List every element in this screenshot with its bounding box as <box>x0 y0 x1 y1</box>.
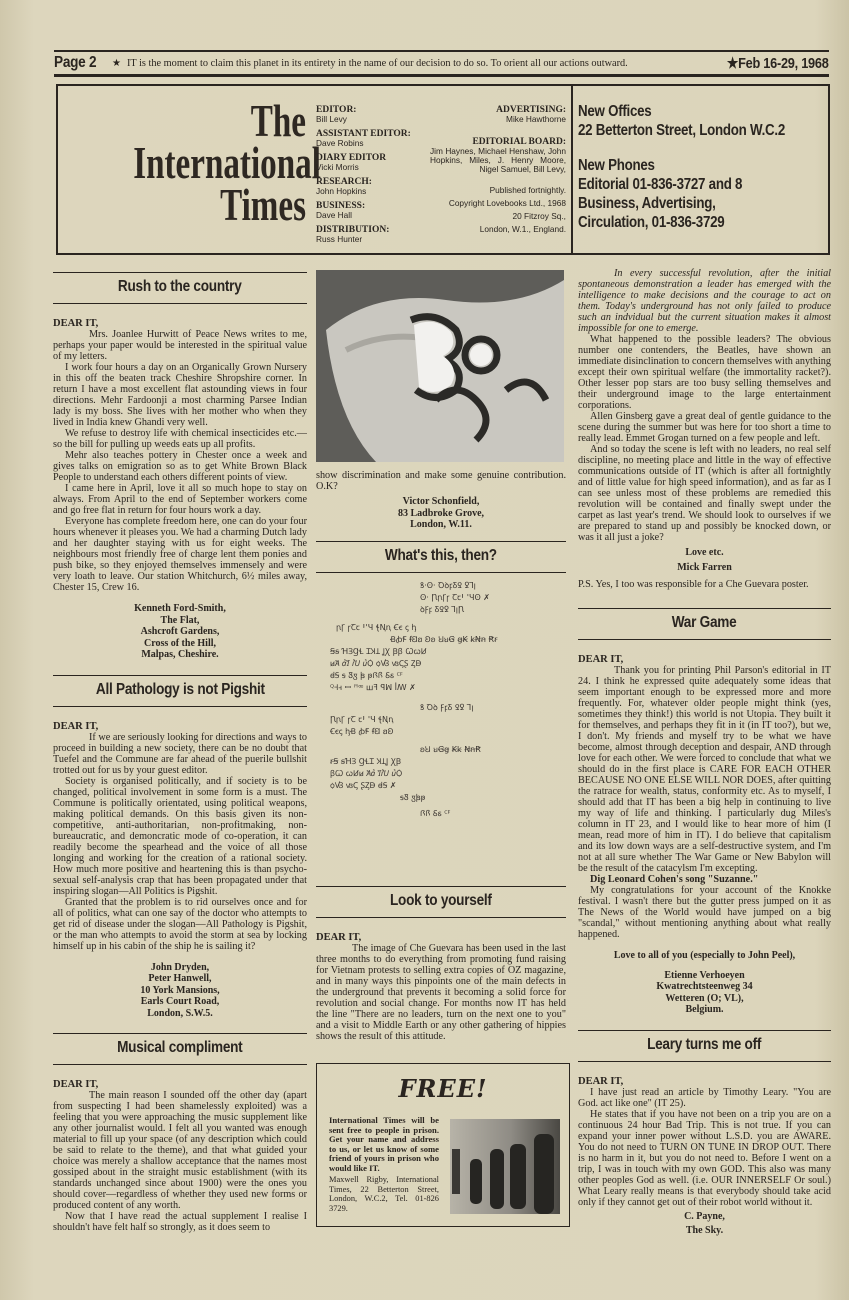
article-title: Rush to the country <box>118 278 242 295</box>
staff-role: EDITOR: <box>316 105 357 115</box>
offices-line: Circulation, 01-836-3729 <box>578 214 725 231</box>
signature-line: 10 York Mansions, <box>140 984 220 996</box>
signature <box>578 970 831 1016</box>
signature-line: John Dryden, <box>150 961 210 973</box>
logo-line: Times <box>220 179 306 230</box>
script-line: ꝸ Ꝺꝺ ꝻꝼꝽ Ꝿꝿ Ꞁꞁ <box>420 703 474 712</box>
signature-line: Etienne Verhoeyen <box>664 969 745 981</box>
paragraph: The main reason I sounded off the other day (apart from suspecting I had been shamelessly exploited) was a feeling that you were approaching the music supplement like any other journalist would. I felt all you wanted was enough material to fill up your space (of any description which could be said to relate to the theme), and that what guided your choice was merely a shallow acceptance that the names most gossiped about in the straight music establishment (with its standards unchanged since about 1900) were the ones you should cover—regardless of whether they used new forms or produced content of any worth. <box>53 1090 307 1211</box>
signature-line: Malpas, Cheshire. <box>141 649 219 660</box>
middle-column-lower <box>316 886 566 1042</box>
free-text <box>329 1116 439 1213</box>
script-line: Ꟗꟗ Ꟙꟙ ꟲꟳ <box>420 809 451 818</box>
script-line: ꟈꟉ ꟊ Ꟑꟑ ꟓ ꟕꟖꟗ Ꟙꟙ ꟲꟳ <box>330 671 403 680</box>
issue-date: ★Feb 16-29, 1968 <box>727 55 829 72</box>
signature-line: The Sky. <box>685 1225 724 1236</box>
intro-paragraph: In every successful revolution, after the initial spontaneous demonstration a leader has emerged with the intelligence to make decisions and the courage to act on them. Today's underground has not only failed to produce such an indvidual but the current situation makes it almost impossible for one to emerge. <box>578 268 831 334</box>
signature <box>53 603 307 661</box>
prison-image <box>450 1119 560 1214</box>
staff-list-right <box>430 106 566 234</box>
article-heading <box>578 608 831 640</box>
signature-line: London, S.W.5. <box>147 1007 213 1019</box>
script-line: ꟁꟂ ꟃꟄ ꟅꟆꟇ ꟈꟉ ✗ <box>330 781 397 790</box>
logo-line: The <box>250 95 306 146</box>
paragraph: I came here in April, love it all so much hope to stay on always. From April to the end of September workers come and go free flat in return for four hours work a day. <box>53 483 307 516</box>
right-column <box>578 268 831 1237</box>
signature-line: Mick Farren <box>677 561 732 573</box>
paragraph: Society is organised politically, and if society is to be changed, political involvement in some form is a must. The Commune is politically orientated, using political weapons, making political demands. On this basis given its non-competitive, anti-authoritarian, non-profitmaking, non-bureaucratic, and demoncratic mode of co-operation, it can readily become the spearhead and the voice of all those longing and working for the creation of a rational society. How much more positive and heartening this is than psycho-sexual self-analysis crap that has been propagated under that inspiring slogan—All Politics is Pigshit. <box>53 775 307 897</box>
article-heading <box>53 272 307 304</box>
free-body: International Times will be sent free to people in prison. Get your name and address to us, or let us know of some friend of yours in prison who would like IT. <box>329 1115 439 1173</box>
logo-line: International <box>133 137 321 188</box>
signature-line: Wetteren (O; VL), <box>665 992 744 1004</box>
paragraph: What happened to the possible leaders? The obvious number one contenders, the Beatles, have shown an immediate disinclination to concern themselves with anything except their own spiritual welfare (the immortality racket?). Other lesser pop stars are too busy selling themselves and their underground image to the large entertainment corporations. <box>578 334 831 411</box>
signature-line: C. Payne, <box>684 1210 725 1222</box>
signature <box>316 496 566 531</box>
offices-line: 22 Betterton Street, London W.C.2 <box>578 122 786 139</box>
paragraph: We refuse to destroy life with chemical insecticides etc.—so the bill for pulling up weeds eats up all profits. <box>53 428 307 450</box>
article-title: All Pathology is not Pigshit <box>95 680 265 698</box>
staff-name: Vicki Morris <box>316 162 359 172</box>
free-notice-box <box>316 1063 570 1227</box>
paragraph: Granted that the problem is to rid ourselves once and for all of politics, what can one say of the doctor who attempts to get rid of disease under the slogan—All Pathology is Pigshit, or the man who attempts to avoid the storm at sea by locking himself up in his cabin of the ship he is sailing it? <box>53 896 307 952</box>
salutation: DEAR IT, <box>578 654 624 665</box>
article-title: War Game <box>672 614 737 631</box>
script-line: ꞂꞃꞄ ꞅꞆ ꞇꞋ ꞌꞍ ꞎꞐꞑ <box>330 715 394 724</box>
free-title: FREE! <box>398 1074 488 1103</box>
article-heading <box>53 1033 307 1065</box>
copyright: Copyright Lovebooks Ltd., 1968 <box>448 198 566 208</box>
prison-photo <box>450 1119 560 1214</box>
paragraph: And so today the scene is left with no leaders, no real self discipline, no meeting place and little in the way of effective communications outside of IT (which is after all fortnightly and of little value for high speed information), and as far as I can see unless most of these problems are remedied this revolution will be contained and finally swept under the carpet as last year's trend. We should look to ourselves if we are prepared to stand up and possibly be knocked down, or was it all just a joke? <box>578 444 831 543</box>
salutation: DEAR IT, <box>316 932 362 943</box>
script-line: ꞝꞞ ꞟꞠꞡ Ꞣꞣ ꞤꞥꞦ <box>420 745 481 754</box>
staff-role: ASSISTANT EDITOR: <box>316 129 411 139</box>
script-line: ꟴꟵꟶ ꟷ ꟸꟹ ꟺꟻ ꟼꟽ ꟾꟿ ✗ <box>330 683 416 692</box>
salutation: DEAR IT, <box>53 1079 99 1090</box>
script-line: ꝺꝻꝼ ꝽꝾꝿ ꞀꞁꞂ <box>420 605 464 614</box>
staff-name: Dave Robins <box>316 138 364 148</box>
article-title: Look to yourself <box>390 892 492 909</box>
masthead <box>56 84 830 255</box>
signature-line: Victor Schonfield, <box>402 496 480 507</box>
address-line: London, W.1., England. <box>479 224 566 234</box>
salutation: DEAR IT, <box>53 318 99 329</box>
signature-line: Cross of the Hill, <box>143 637 217 649</box>
signature-line: Love etc. <box>685 547 724 558</box>
published-note: Published fortnightly. <box>489 185 566 195</box>
paragraph: Allen Ginsberg gave a great deal of gentle guidance to the scene during the summer but was here for too short a time to really lead. Emmet Grogan turned on a few people and left. <box>578 411 831 444</box>
offices-line: New Offices <box>578 103 652 120</box>
header-motto: IT is the moment to claim this planet in its entirety in the name of our decision to do so. To orient all our actions outward. <box>126 57 628 69</box>
masthead-divider <box>571 86 573 253</box>
left-column <box>53 272 307 1233</box>
staff-name: Bill Levy <box>316 114 347 124</box>
staff-list <box>316 106 436 244</box>
page-number: Page 2 <box>54 54 97 71</box>
offices-line: Editorial 01-836-3727 and 8 <box>578 176 743 193</box>
staff-role: DISTRIBUTION: <box>316 225 390 235</box>
staff-name: Dave Hall <box>316 210 352 220</box>
advertising-name: Mike Hawthorne <box>506 114 566 124</box>
script-line: Ꞩꞩ ꞪꞫꞬꞭ ꞮꞰꞱ ꞲꞳ Ꞵꞵ ꞶꞷꞸ <box>330 647 427 656</box>
advertising-role: ADVERTISING: <box>496 105 566 115</box>
signature-line: Ashcroft Gardens, <box>140 626 220 637</box>
paragraph: I have just read an article by Timothy Leary. "You are God. act like one" (IT 25). <box>578 1086 831 1109</box>
signature-line: London, W.11. <box>410 519 472 530</box>
page-header-bar <box>54 50 829 77</box>
article-heading <box>316 541 566 573</box>
staff-role: BUSINESS: <box>316 201 366 211</box>
script-line: ꞵꞶ ꞷꞸꞹ Ꞻꞻ ꞼꞽꞾ ꞿꟀ <box>330 769 403 778</box>
paragraph: My congratulations for your account of the Knokke festival. I wasn't there but the gutter press jumped on it as The News of the World would have jumped on a big "scandal," without mentioning anything about what really happened. <box>578 885 831 940</box>
paragraph: Everyone has complete freedom here, one can do your four hours whenever it pleases you. We had a charming Dutch lady and her daughter staying with us for eight weeks. The neighbours most friendly free of charge lent them ponies and push bike, so they enjoyed themselves immensely and were very loath to leave. Our station Whitchurch, 6½ miles away, Chester 15, Crew 16. <box>53 516 307 593</box>
paragraph: I work four hours a day on an Organically Grown Nursery in this off the beaten track Cheshire Shropshire corner. In return I have a most excellent flat astounding views in four directions. Mehr Fardoonji a most charming Parsee Indian lady is my boss. She lives with her mother who when they lived in India knew Ghandi very well. <box>53 362 307 428</box>
paragraph: The image of Che Guevara has been used in the last three months to do everything from promoting fund raising for Vietnam protests to selling extra copies of OZ magazine, and in many ways this pinpoints one of the main defects in the underground that prevents it becoming a solid force for revolution and social change. For months now IT has held the line "There are no leaders, turn on the next one to you" and a visit to Middle Earth or any other gathering of hippies shows the result of this attitude. <box>316 943 566 1042</box>
salutation: DEAR IT, <box>578 1075 624 1087</box>
new-offices-notice <box>578 102 826 232</box>
article-title: Musical compliment <box>117 1039 243 1056</box>
article-heading <box>53 675 307 707</box>
paragraph: Mrs. Joanlee Hurwitt of Peace News writes to me, perhaps your paper would be interested in the spiritual value of my letters. <box>53 329 307 362</box>
signature <box>578 1211 831 1237</box>
star-icon: ★ <box>112 57 121 69</box>
paragraph: Thank you for printing Phil Parson's editorial in IT 24. I think he expressed quite adequately some ideas that seem important enough to be expressed more and more frequently. For, whatever older people might think (yes, sometimes they think!) this world is not Utopia. They built it for themselves, and perhaps they fit in it (in IT too?), but we, I don't. My friends and myself try to be what we have become, almost through deception and despair, AND through love for each other. We were forced to conclude that what we should do in the first place is CARE FOR EACH OTHER BECAUSE NO ONE ELSE WILL NOR DOES, after quitting the ratrace for wealth, status, conformity etc. As to myself, I should add that IT has been a big help in continuing to live my way of life and thinking. I particularly dug Miles's column in IT 23, and I would like to hear more of him (I mean, read more of him in IT). I do believe that capitalism and its low down ways are a self-destructive system, and I'm not at all sure whether The War Game or New Babylon will be the result of the catacylsm I'm excepting. <box>578 665 831 874</box>
board-names: Jim Haynes, Michael Henshaw, John Hopkins, Miles, J. Henry Moore, Nigel Samuel, Bill Levy, <box>430 146 566 174</box>
address-line: 20 Fitzroy Sq., <box>512 211 566 221</box>
board-role: EDITORIAL BOARD: <box>472 137 566 147</box>
salutation: DEAR IT, <box>53 720 99 732</box>
paragraph: Mehr also teaches pottery in Chester once a week and gives talks on emigration so as to get White Brown Black People to understand each others different points of view. <box>53 450 307 483</box>
article-heading <box>578 1030 831 1062</box>
signature-line: Peter Hanwell, <box>148 973 212 984</box>
script-line: ꞹꞺ ꞻꞼ ꞽꞾ ꞿꟀ ꟁꟂ ꟃꟄꟅ ꟆꟇ <box>330 659 422 668</box>
free-contact: Maxwell Rigby, International Times, 22 Betterton Street, London, W.C.2, Tel. 01-826 3729. <box>329 1175 439 1213</box>
script-line: ꝸ·ʘ· ꝹꝺꝼꝽꝾ ꝿꞀꞁ <box>420 581 476 590</box>
staff-name: Russ Hunter <box>316 234 363 244</box>
closing-line: Love to all of you (especially to John Peel), <box>613 950 796 961</box>
article-title: What's this, then? <box>385 546 497 564</box>
paragraph: Now that I have read the actual supplement I realise I shouldn't have felt half so strongly, as it does seem to <box>53 1211 307 1233</box>
hand-image <box>316 270 564 462</box>
article-heading <box>316 887 566 918</box>
staff-role: DIARY EDITOR <box>316 153 387 163</box>
signature-line: Kenneth Ford-Smith, <box>134 603 226 614</box>
staff-role: RESEARCH: <box>316 177 372 187</box>
signature-line: 83 Ladbroke Grove, <box>397 507 485 519</box>
paragraph: He states that if you have not been on a trip you are on a continuous 24 hour Bad Trip. This is not true. If you can expand your inner power without L.S.D. you are AWARE. You do not need to TURN ON TUNE IN DROP OUT. There is no harm in it, but you do not need to. Before I went on a trip, I was in touch with my own GOD. This also was many other peoples God as well. (i.e. OUR INNERSELF Or soul.) What Leary really means is that everybody should take acid only if they cannot get out of their robot world without it. <box>578 1108 831 1208</box>
signature-line: The Flat, <box>160 614 200 626</box>
signature <box>53 962 307 1020</box>
middle-column <box>316 470 566 587</box>
offices-line: Business, Advertising, <box>578 195 716 212</box>
script-line: ꞖꞗꞘ ꞙꞚꞛ Ꞝꞝ ꞞꞟꞠ ꞡꞢ ꞣꞤꞥ Ꞧꞧ <box>390 635 498 644</box>
postscript: P.S. Yes, I too was responsible for a Che Guevara poster. <box>578 579 809 590</box>
signature <box>578 547 831 573</box>
script-line: ꟊꟐ ꟑꟓꟕ <box>400 793 426 802</box>
hand-photo <box>316 270 564 462</box>
script-line: ꞃꞄ ꞅꞆꞇ ꞋꞌꞍ ꞎꞐꞑ Ꞓꞓ ꞔ ꞕ <box>336 623 417 632</box>
script-line: Ꞓꞓꞔ ꞕꞖ ꞗꞘ ꞙꞚ ꞛꞜ <box>330 727 394 736</box>
staff-name: John Hopkins <box>316 186 367 196</box>
article-title: Leary turns me off <box>647 1035 762 1053</box>
signature-line: Belgium. <box>685 1004 724 1015</box>
script-line: ʘ· ꞂꞃꞄꞅ ꞆꞇꞋ ꞌꞍʘ ✗ <box>420 593 490 602</box>
script-line: ꞧꞨ ꞩꞪꞫ ꞬꞭꞮ ꞰꞱꞲ ꞳꞴ <box>330 757 402 766</box>
signature-line: Kwatrechtsteenweg 34 <box>656 981 753 992</box>
bold-line: Dig Leonard Cohen's song "Suzanne." <box>590 874 759 885</box>
paragraph: If we are seriously looking for directions and ways to proceed in building a new society, there can be no doubt that Tuefel and the Commune are far ahead of the puerile bullshit trotted out for us by your guest editor. <box>53 731 307 776</box>
offices-line: New Phones <box>578 157 655 174</box>
signature-line: Earls Court Road, <box>140 996 220 1007</box>
handwritten-script <box>330 580 570 820</box>
newspaper-logo <box>66 95 321 230</box>
paragraph: show discrimination and make some genuine contribution. O.K? <box>316 470 566 492</box>
